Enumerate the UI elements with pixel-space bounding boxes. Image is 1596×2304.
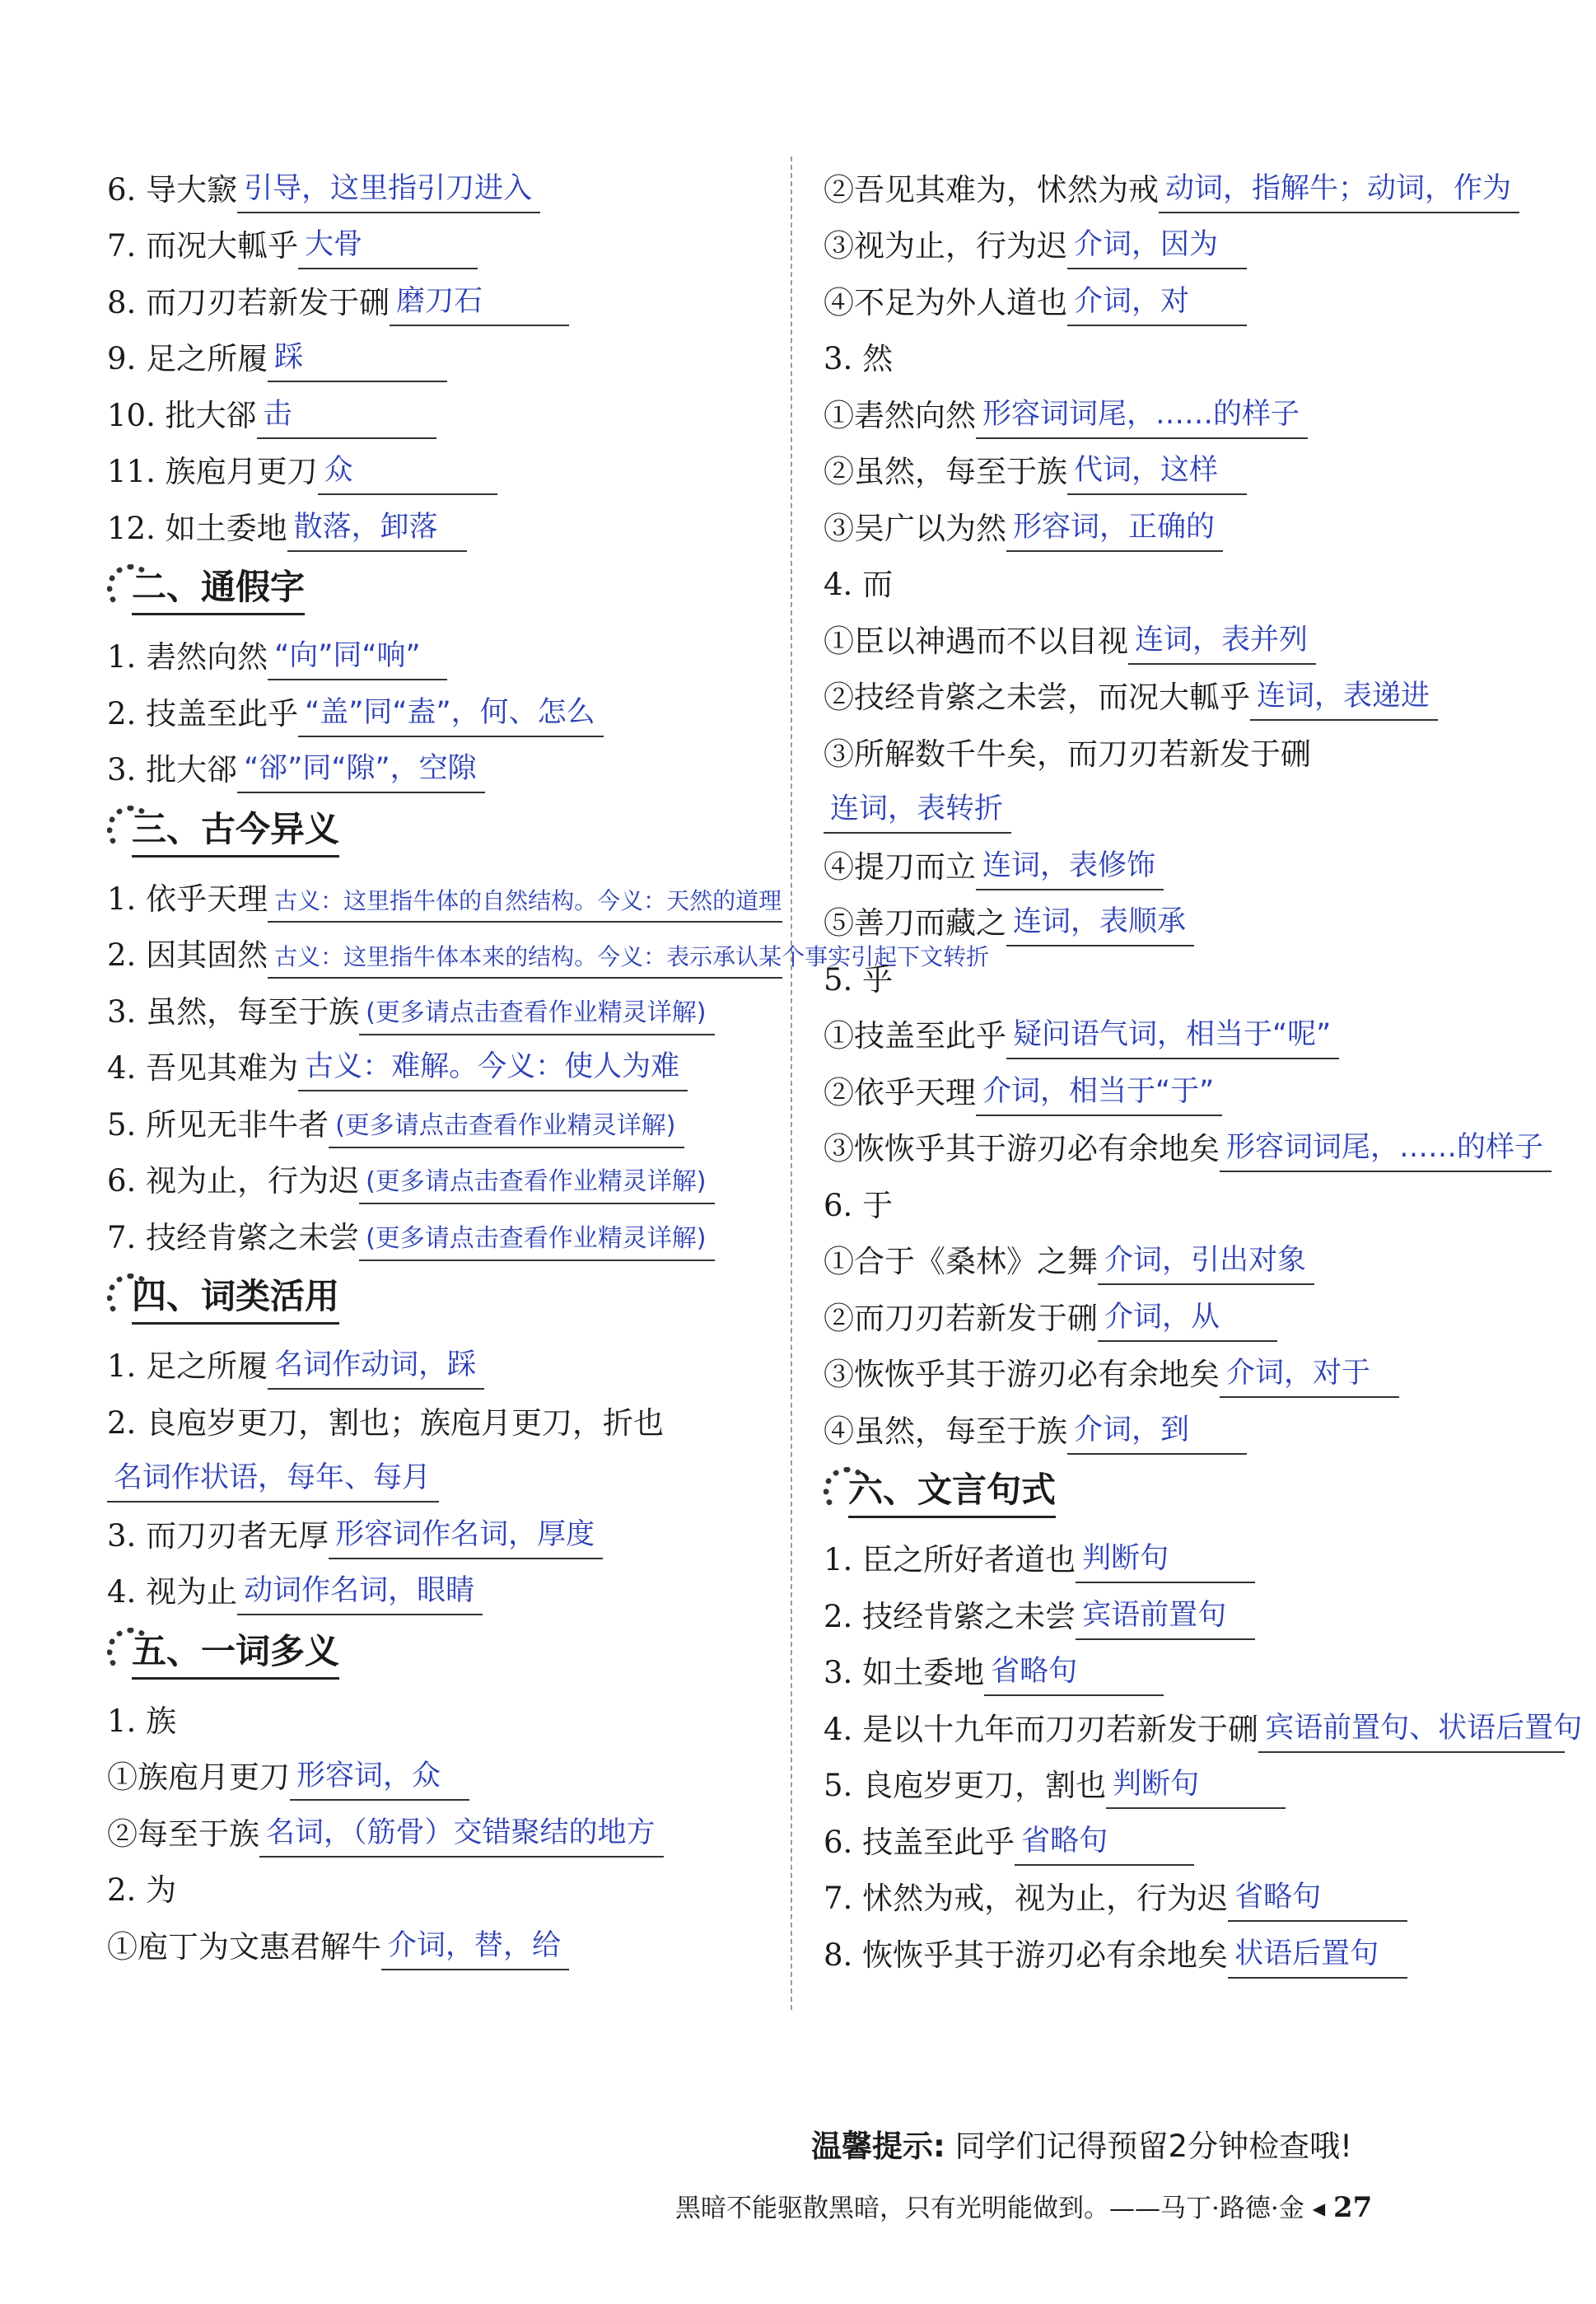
question-row bbox=[824, 946, 1565, 1003]
answer-text: 连词，表转折 bbox=[824, 795, 1011, 834]
answer-text: 省略句 bbox=[1015, 1827, 1194, 1866]
question-row bbox=[107, 737, 782, 794]
answer-text: 连词，表顺承 bbox=[1006, 908, 1194, 946]
answer-text: 形容词作名词，厚度 bbox=[329, 1521, 603, 1559]
question-row bbox=[107, 1446, 782, 1503]
question-row bbox=[824, 1527, 1565, 1584]
question-text: ②每至于族 bbox=[107, 1816, 259, 1852]
section-heading: 五、一词多义 bbox=[107, 1615, 782, 1688]
question-row bbox=[107, 1334, 782, 1390]
question-row bbox=[107, 439, 782, 496]
question-row bbox=[824, 665, 1565, 722]
answer-text: 连词，表递进 bbox=[1250, 682, 1438, 721]
answer-text: “盖”同“盍”，何、怎么 bbox=[298, 699, 604, 737]
answer-text: 介词，引出对象 bbox=[1098, 1246, 1314, 1285]
question-text: 5. 乎 bbox=[824, 961, 894, 998]
answer-text: 大骨 bbox=[298, 231, 478, 269]
answer-text: 介词，从 bbox=[1098, 1303, 1277, 1342]
question-text: 4. 视为止 bbox=[107, 1574, 238, 1610]
question-row bbox=[107, 1390, 782, 1446]
question-text: ②技经肯綮之未尝，而况大軱乎 bbox=[824, 680, 1250, 715]
answer-text: 名词，（筋骨）交错聚结的地方 bbox=[259, 1819, 664, 1858]
question-row bbox=[107, 1745, 782, 1802]
question-row bbox=[824, 213, 1565, 270]
question-text: 1. 臣之所好者道也 bbox=[824, 1542, 1076, 1577]
question-row bbox=[824, 608, 1565, 665]
question-row bbox=[107, 979, 782, 1035]
question-row bbox=[107, 495, 782, 552]
question-row bbox=[107, 866, 782, 923]
footer-quote: 黑暗不能驱散黑暗，只有光明能做到。——马丁·路德·金 ◂ 27 bbox=[675, 2191, 1373, 2224]
question-text: ③吴广以为然 bbox=[824, 510, 1006, 546]
question-text: 2. 为 bbox=[107, 1872, 177, 1908]
column-divider bbox=[791, 157, 792, 2010]
question-row bbox=[824, 1696, 1583, 1753]
answer-text: 古义：这里指牛体本来的结构。今义：表示承认某个事实引起下文转折 bbox=[268, 946, 782, 979]
question-text: 1. 族 bbox=[107, 1703, 177, 1739]
answer-text: 击 bbox=[257, 400, 436, 439]
answer-text: 介词，到 bbox=[1067, 1416, 1247, 1455]
question-text: ②吾见其难为，怵然为戒 bbox=[824, 171, 1159, 208]
question-text: 3. 而刀刃者无厚 bbox=[107, 1517, 329, 1554]
question-row bbox=[824, 1583, 1565, 1640]
question-row bbox=[824, 1342, 1565, 1399]
question-text: 2. 因其固然 bbox=[107, 937, 268, 973]
question-row bbox=[824, 1922, 1565, 1979]
question-text: ④不足为外人道也 bbox=[824, 284, 1067, 320]
question-text: 7. 而况大軱乎 bbox=[107, 228, 299, 264]
question-text: 5. 所见无非牛者 bbox=[107, 1106, 329, 1143]
question-row bbox=[824, 552, 1565, 609]
question-text: 4. 是以十九年而刀刃若新发于硎 bbox=[824, 1711, 1259, 1747]
section-heading: 四、词类活用 bbox=[107, 1261, 782, 1334]
question-text: ④虽然，每至于族 bbox=[824, 1413, 1067, 1449]
question-text: ⑤善刀而藏之 bbox=[824, 905, 1006, 941]
question-text: ①庖丁为文惠君解牛 bbox=[107, 1928, 381, 1965]
answer-text: 状语后置句 bbox=[1228, 1940, 1407, 1979]
answer-text: (更多请点击查看作业精灵详解) bbox=[359, 1001, 714, 1035]
question-row bbox=[107, 624, 782, 681]
question-row bbox=[824, 1172, 1565, 1229]
answer-text: 名词作状语，每年、每月 bbox=[107, 1464, 439, 1503]
question-row bbox=[824, 1285, 1565, 1342]
tip-line: 温馨提示: 同学们记得预留2分钟检查哦! bbox=[811, 2129, 1352, 2164]
question-row bbox=[107, 1801, 782, 1858]
answer-text: 疑问语气词，相当于“呢” bbox=[1006, 1021, 1339, 1059]
answer-text: “向”同“响” bbox=[268, 642, 447, 680]
question-text: 7. 技经肯綮之未尝 bbox=[107, 1219, 360, 1255]
section-heading: 二、通假字 bbox=[107, 552, 782, 624]
answer-text: 形容词词尾，……的样子 bbox=[976, 400, 1308, 439]
question-row bbox=[107, 157, 782, 213]
question-text: 6. 导大窾 bbox=[107, 171, 238, 208]
answer-text: 连词，表并列 bbox=[1128, 626, 1316, 665]
arrow-icon: ◂ bbox=[1312, 2194, 1326, 2223]
answer-text: 宾语前置句、状语后置句 bbox=[1258, 1714, 1565, 1753]
question-text: ②而刀刃若新发于硎 bbox=[824, 1300, 1098, 1336]
answer-text: (更多请点击查看作业精灵详解) bbox=[329, 1114, 684, 1148]
question-row bbox=[824, 1059, 1565, 1116]
question-row bbox=[107, 680, 782, 737]
answer-text: (更多请点击查看作业精灵详解) bbox=[359, 1227, 714, 1261]
question-row bbox=[824, 269, 1565, 326]
question-text: ①砉然向然 bbox=[824, 397, 976, 433]
answer-text: 动词作名词，眼睛 bbox=[237, 1577, 483, 1615]
question-text: 2. 技盖至此乎 bbox=[107, 695, 299, 731]
question-row bbox=[107, 269, 782, 326]
question-row bbox=[824, 439, 1565, 496]
question-text: 12. 如土委地 bbox=[107, 510, 287, 546]
vocab-list-1 bbox=[107, 157, 782, 552]
question-row bbox=[107, 1559, 782, 1616]
question-text: ①技盖至此乎 bbox=[824, 1018, 1006, 1054]
question-row bbox=[824, 890, 1565, 947]
question-text: 6. 视为止，行为迟 bbox=[107, 1163, 360, 1199]
answer-text: 踩 bbox=[268, 343, 447, 382]
question-text: 4. 而 bbox=[824, 567, 894, 602]
question-row bbox=[824, 495, 1565, 552]
answer-text: 宾语前置句 bbox=[1076, 1601, 1255, 1640]
answer-text: 散落，卸落 bbox=[287, 513, 467, 552]
answer-text: “郤”同“隙”，空隙 bbox=[237, 755, 485, 793]
question-text: 5. 良庖岁更刀，割也 bbox=[824, 1768, 1107, 1803]
answer-text: 众 bbox=[318, 456, 497, 495]
question-row bbox=[107, 213, 782, 270]
answer-text: 介词，对 bbox=[1067, 287, 1247, 326]
question-row bbox=[824, 1116, 1565, 1173]
question-text: ③所解数千牛矣，而刀刃若新发于硎 bbox=[824, 736, 1311, 772]
question-text: 7. 怵然为戒，视为止，行为迟 bbox=[824, 1881, 1229, 1916]
question-text: 1. 砉然向然 bbox=[107, 639, 268, 675]
page-number: 27 bbox=[1333, 2191, 1373, 2224]
question-row bbox=[107, 1035, 782, 1092]
tongjia-list bbox=[107, 624, 782, 794]
question-row bbox=[824, 1003, 1565, 1060]
question-text: ③恢恢乎其于游刃必有余地矣 bbox=[824, 1131, 1220, 1166]
question-text: 4. 吾见其难为 bbox=[107, 1050, 299, 1086]
question-row bbox=[107, 1091, 782, 1148]
jushi-list bbox=[824, 1527, 1583, 1979]
question-row bbox=[107, 1148, 782, 1205]
answer-text: 连词，表修饰 bbox=[976, 852, 1164, 890]
question-row bbox=[824, 326, 1565, 383]
right-column bbox=[824, 157, 1583, 1979]
question-text: 3. 如土委地 bbox=[824, 1655, 985, 1690]
answer-text: 介词，替，给 bbox=[381, 1932, 569, 1970]
question-row bbox=[824, 721, 1565, 778]
answer-text: 引导，这里指引刀进入 bbox=[237, 175, 540, 213]
answer-text: 省略句 bbox=[1228, 1883, 1407, 1922]
question-text: ②虽然，每至于族 bbox=[824, 454, 1067, 489]
question-row bbox=[107, 1503, 782, 1559]
question-text: 10. 批大郤 bbox=[107, 397, 257, 433]
question-row bbox=[107, 1914, 782, 1970]
answer-text: 介词，相当于“于” bbox=[976, 1077, 1222, 1116]
question-text: ③恢恢乎其于游刃必有余地矣 bbox=[824, 1357, 1220, 1392]
question-text: 3. 虽然，每至于族 bbox=[107, 993, 360, 1030]
answer-text: 古义：难解。今义：使人为难 bbox=[298, 1053, 688, 1091]
answer-text: 磨刀石 bbox=[390, 287, 569, 326]
question-text: 8. 而刀刃若新发于硎 bbox=[107, 284, 390, 320]
question-text: 3. 然 bbox=[824, 341, 894, 376]
answer-text: 形容词词尾，……的样子 bbox=[1220, 1133, 1552, 1172]
cilei-list bbox=[107, 1334, 782, 1616]
question-row bbox=[824, 1753, 1565, 1810]
question-text: 8. 恢恢乎其于游刃必有余地矣 bbox=[824, 1937, 1229, 1973]
answer-text: 形容词，正确的 bbox=[1006, 513, 1223, 552]
question-row bbox=[107, 382, 782, 439]
answer-text: 介词，因为 bbox=[1067, 231, 1247, 269]
question-row bbox=[107, 923, 990, 979]
answer-text: 形容词，众 bbox=[290, 1762, 469, 1801]
duoyi-list-cont bbox=[824, 157, 1565, 1455]
question-row bbox=[824, 157, 1565, 213]
question-row bbox=[824, 1809, 1565, 1866]
question-text: 6. 技盖至此乎 bbox=[824, 1824, 1015, 1860]
question-text: 11. 族庖月更刀 bbox=[107, 454, 318, 489]
question-row bbox=[824, 1229, 1565, 1286]
question-row bbox=[824, 1866, 1565, 1923]
question-row bbox=[824, 1398, 1565, 1455]
answer-text: (更多请点击查看作业精灵详解) bbox=[359, 1170, 714, 1204]
question-text: ①族庖月更刀 bbox=[107, 1760, 290, 1795]
question-text: 2. 良庖岁更刀，割也；族庖月更刀，折也 bbox=[107, 1404, 665, 1441]
question-text: 9. 足之所履 bbox=[107, 341, 268, 376]
question-row bbox=[824, 1640, 1565, 1697]
section-heading: 六、文言句式 bbox=[824, 1455, 1565, 1527]
question-row bbox=[824, 778, 1565, 834]
duoyi-list bbox=[107, 1688, 782, 1970]
question-row bbox=[824, 834, 1565, 890]
question-text: ②依乎天理 bbox=[824, 1074, 976, 1110]
question-text: 6. 于 bbox=[824, 1187, 894, 1223]
question-text: 1. 足之所履 bbox=[107, 1348, 268, 1384]
question-text: ③视为止，行为迟 bbox=[824, 228, 1067, 264]
answer-text: 省略句 bbox=[984, 1657, 1164, 1696]
question-row bbox=[824, 382, 1565, 439]
question-row bbox=[107, 1204, 782, 1261]
answer-text: 古义：这里指牛体的自然结构。今义：天然的道理 bbox=[268, 890, 782, 923]
answer-text: 动词，指解牛；动词，作为 bbox=[1159, 175, 1519, 213]
answer-text: 代词，这样 bbox=[1067, 456, 1247, 495]
question-text: 1. 依乎天理 bbox=[107, 881, 268, 917]
question-row bbox=[107, 1688, 782, 1745]
question-text: 3. 批大郤 bbox=[107, 752, 238, 787]
section-heading: 三、古今异义 bbox=[107, 793, 782, 866]
question-row bbox=[107, 1858, 782, 1914]
question-text: 2. 技经肯綮之未尝 bbox=[824, 1598, 1076, 1634]
answer-text: 名词作动词，踩 bbox=[268, 1351, 484, 1390]
question-text: ①臣以神遇而不以目视 bbox=[824, 623, 1128, 659]
answer-text: 介词，对于 bbox=[1220, 1359, 1399, 1398]
question-text: ④提刀而立 bbox=[824, 848, 976, 885]
question-row bbox=[107, 326, 782, 383]
answer-text: 判断句 bbox=[1076, 1545, 1255, 1583]
question-text: ①合于《桑林》之舞 bbox=[824, 1244, 1098, 1279]
answer-text: 判断句 bbox=[1106, 1770, 1286, 1809]
